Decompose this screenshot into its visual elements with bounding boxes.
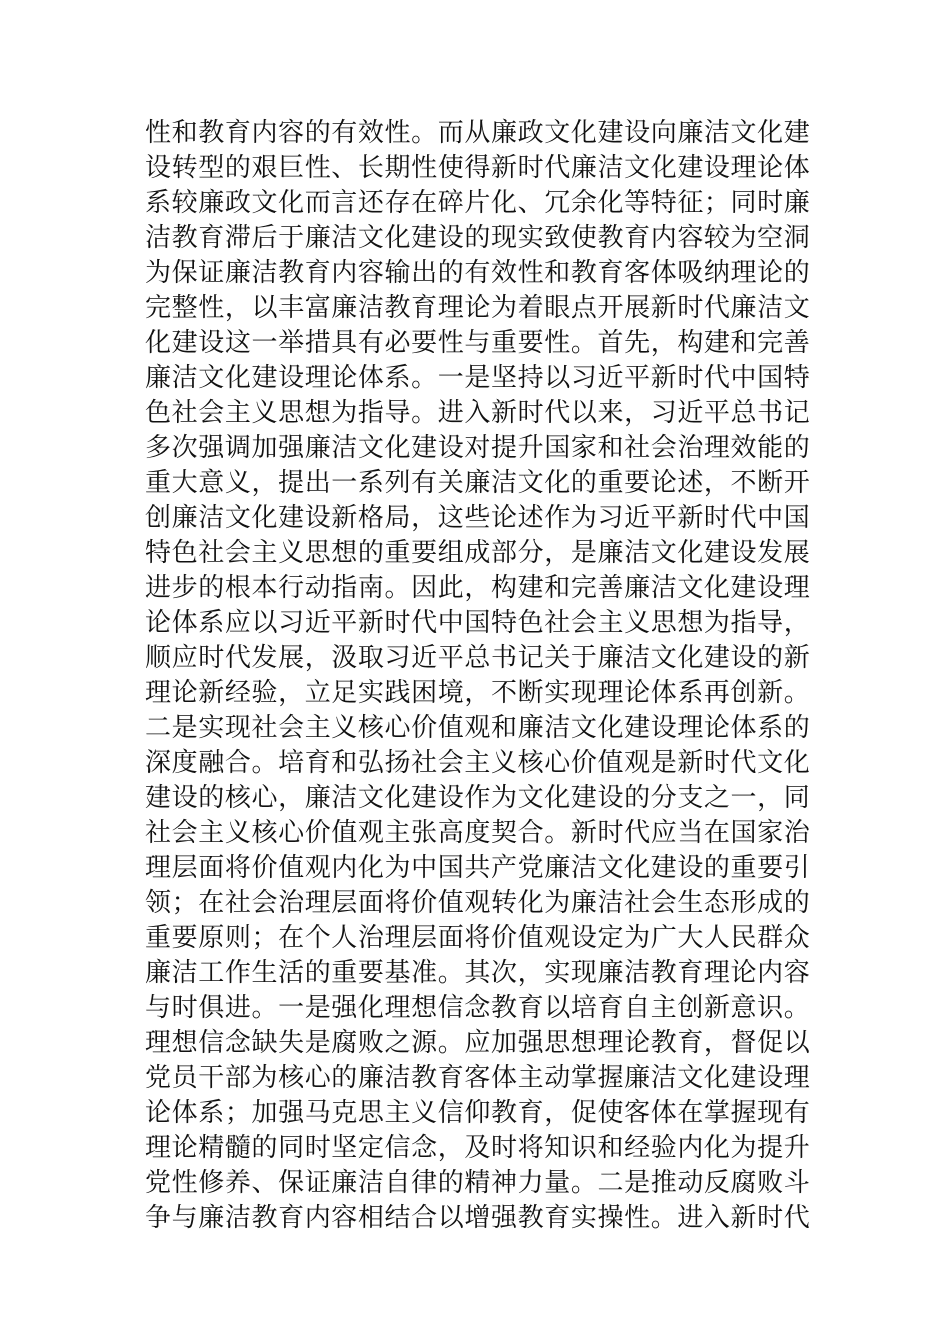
text-line: 理想信念缺失是腐败之源。应加强思想理论教育，督促以	[145, 1028, 810, 1058]
text-line: 论体系应以习近平新时代中国特色社会主义思想为指导，	[145, 608, 810, 638]
text-line: 深度融合。培育和弘扬社会主义核心价值观是新时代文化	[145, 748, 810, 778]
text-line: 进步的根本行动指南。因此，构建和完善廉洁文化建设理	[145, 573, 810, 603]
text-line: 色社会主义思想为指导。进入新时代以来，习近平总书记	[145, 398, 810, 428]
body-text	[145, 116, 810, 1236]
text-line: 洁教育滞后于廉洁文化建设的现实致使教育内容较为空洞	[145, 223, 810, 253]
text-line: 特色社会主义思想的重要组成部分，是廉洁文化建设发展	[145, 538, 810, 568]
text-line: 廉洁文化建设理论体系。一是坚持以习近平新时代中国特	[145, 363, 810, 393]
text-line: 社会主义核心价值观主张高度契合。新时代应当在国家治	[145, 818, 810, 848]
text-line: 重要原则；在个人治理层面将价值观设定为广大人民群众	[145, 923, 810, 953]
text-line: 创廉洁文化建设新格局，这些论述作为习近平新时代中国	[145, 503, 810, 533]
text-line: 理论新经验，立足实践困境，不断实现理论体系再创新。	[145, 678, 810, 708]
text-line: 党员干部为核心的廉洁教育客体主动掌握廉洁文化建设理	[145, 1063, 810, 1093]
text-line: 建设的核心，廉洁文化建设作为文化建设的分支之一，同	[145, 783, 810, 813]
text-line: 顺应时代发展，汲取习近平总书记关于廉洁文化建设的新	[145, 643, 810, 673]
text-line: 争与廉洁教育内容相结合以增强教育实操性。进入新时代	[145, 1203, 810, 1233]
text-line: 理论精髓的同时坚定信念，及时将知识和经验内化为提升	[145, 1133, 810, 1163]
text-line: 完整性，以丰富廉洁教育理论为着眼点开展新时代廉洁文	[145, 293, 810, 323]
text-line: 廉洁工作生活的重要基准。其次，实现廉洁教育理论内容	[145, 958, 810, 988]
text-line: 重大意义，提出一系列有关廉洁文化的重要论述，不断开	[145, 468, 810, 498]
text-line: 多次强调加强廉洁文化建设对提升国家和社会治理效能的	[145, 433, 810, 463]
text-line: 领；在社会治理层面将价值观转化为廉洁社会生态形成的	[145, 888, 810, 918]
text-line: 与时俱进。一是强化理想信念教育以培育自主创新意识。	[145, 993, 810, 1023]
text-line: 设转型的艰巨性、长期性使得新时代廉洁文化建设理论体	[145, 153, 810, 183]
text-line: 化建设这一举措具有必要性与重要性。首先，构建和完善	[145, 328, 810, 358]
text-line: 论体系；加强马克思主义信仰教育，促使客体在掌握现有	[145, 1098, 810, 1128]
text-line: 性和教育内容的有效性。而从廉政文化建设向廉洁文化建	[145, 118, 810, 148]
text-line: 二是实现社会主义核心价值观和廉洁文化建设理论体系的	[145, 713, 810, 743]
text-line: 党性修养、保证廉洁自律的精神力量。二是推动反腐败斗	[145, 1168, 810, 1198]
text-line: 理层面将价值观内化为中国共产党廉洁文化建设的重要引	[145, 853, 810, 883]
text-line: 为保证廉洁教育内容输出的有效性和教育客体吸纳理论的	[145, 258, 810, 288]
text-line: 系较廉政文化而言还存在碎片化、冗余化等特征；同时廉	[145, 188, 810, 218]
